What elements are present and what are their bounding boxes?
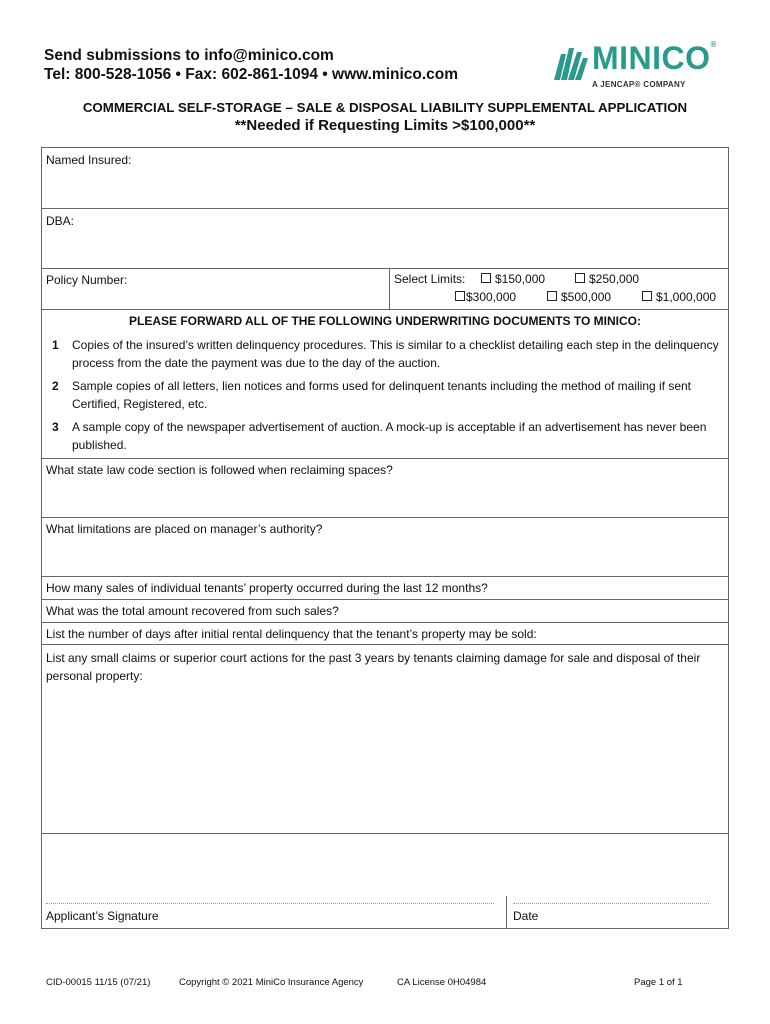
signature-divider (506, 896, 507, 929)
checkbox-icon[interactable] (547, 291, 557, 301)
copyright: Copyright © 2021 MiniCo Insurance Agency (179, 977, 364, 988)
application-form (41, 147, 729, 929)
named-insured-label: Named Insured: (46, 153, 132, 167)
limit-option-150k[interactable]: $150,000 (481, 272, 545, 286)
logo-tagline: A JENCAP® COMPANY (592, 80, 686, 89)
limit-option-300k[interactable]: $300,000 (455, 290, 516, 304)
amount-recovered-field[interactable] (42, 600, 728, 623)
limit-option-1m[interactable]: $1,000,000 (642, 290, 716, 304)
document-text: Sample copies of all letters, lien notices and forms used for delinquent tenants including the method of mailing if sent Certified, Registered, etc. (72, 379, 692, 411)
dba-label: DBA: (46, 214, 75, 228)
header-contact (44, 46, 458, 84)
document-number: 1 (52, 338, 59, 352)
form-subtitle: **Needed if Requesting Limits >$100,000** (234, 117, 536, 134)
days-after-field[interactable] (42, 623, 728, 645)
logo-wordmark: MINICO® (592, 40, 717, 76)
dba-field[interactable] (42, 209, 728, 269)
checkbox-icon[interactable] (455, 291, 465, 301)
policy-divider (389, 269, 390, 309)
limit-option-250k[interactable]: $250,000 (575, 272, 639, 286)
court-actions-field[interactable] (42, 645, 728, 834)
document-number: 2 (52, 379, 59, 393)
policy-limits-row (42, 269, 728, 310)
checkbox-icon[interactable] (642, 291, 652, 301)
limitations-label: What limitations are placed on manager’s authority? (46, 522, 323, 536)
form-id: CID-00015 11/15 (07/21) (46, 977, 151, 988)
amount-recovered-label: What was the total amount recovered from such sales? (46, 604, 339, 618)
document-text: A sample copy of the newspaper advertisement of auction. A mock-up is acceptable if an advertisement has never been published. (72, 420, 707, 452)
license: CA License 0H04984 (397, 977, 487, 988)
checkbox-icon[interactable] (481, 273, 491, 283)
sales-count-label: How many sales of individual tenants’ property occurred during the last 12 months? (46, 581, 488, 595)
contact-line: Tel: 800-528-1056 • Fax: 602-861-1094 • www.minico.com (44, 66, 459, 83)
named-insured-field[interactable] (42, 148, 728, 209)
limitations-field[interactable] (42, 518, 728, 577)
documents-section-border (42, 310, 728, 459)
court-actions-label: List any small claims or superior court actions for the past 3 years by tenants claiming damage for sale and disposal of their personal property: (46, 651, 701, 683)
date-label: Date (513, 909, 539, 923)
state-law-field[interactable] (42, 459, 728, 518)
sales-count-field[interactable] (42, 577, 728, 600)
select-limits-label: Select Limits: (394, 272, 466, 286)
date-line[interactable] (513, 903, 709, 904)
days-after-label: List the number of days after initial rental delinquency that the tenant’s property may be sold: (46, 627, 537, 641)
document-number: 3 (52, 420, 59, 434)
page-number: Page 1 of 1 (634, 977, 683, 988)
applicant-signature-label: Applicant’s Signature (46, 909, 159, 923)
send-submissions-line: Send submissions to info@minico.com (44, 47, 334, 64)
applicant-signature-line[interactable] (46, 903, 494, 904)
minico-mark-icon (552, 46, 590, 80)
document-text: Copies of the insured’s written delinquency procedures. This is similar to a checklist detailing each step in the delinquency process from the date the payment was due to the day of the auction. (72, 338, 719, 370)
policy-number-label: Policy Number: (46, 273, 128, 287)
minico-logo (552, 40, 727, 94)
form-title: COMMERCIAL SELF-STORAGE – SALE & DISPOSAL LIABILITY SUPPLEMENTAL APPLICATION (82, 100, 688, 115)
checkbox-icon[interactable] (575, 273, 585, 283)
state-law-label: What state law code section is followed when reclaiming spaces? (46, 463, 393, 477)
limit-option-500k[interactable]: $500,000 (547, 290, 611, 304)
documents-heading: PLEASE FORWARD ALL OF THE FOLLOWING UNDERWRITING DOCUMENTS TO MINICO: (129, 314, 641, 328)
